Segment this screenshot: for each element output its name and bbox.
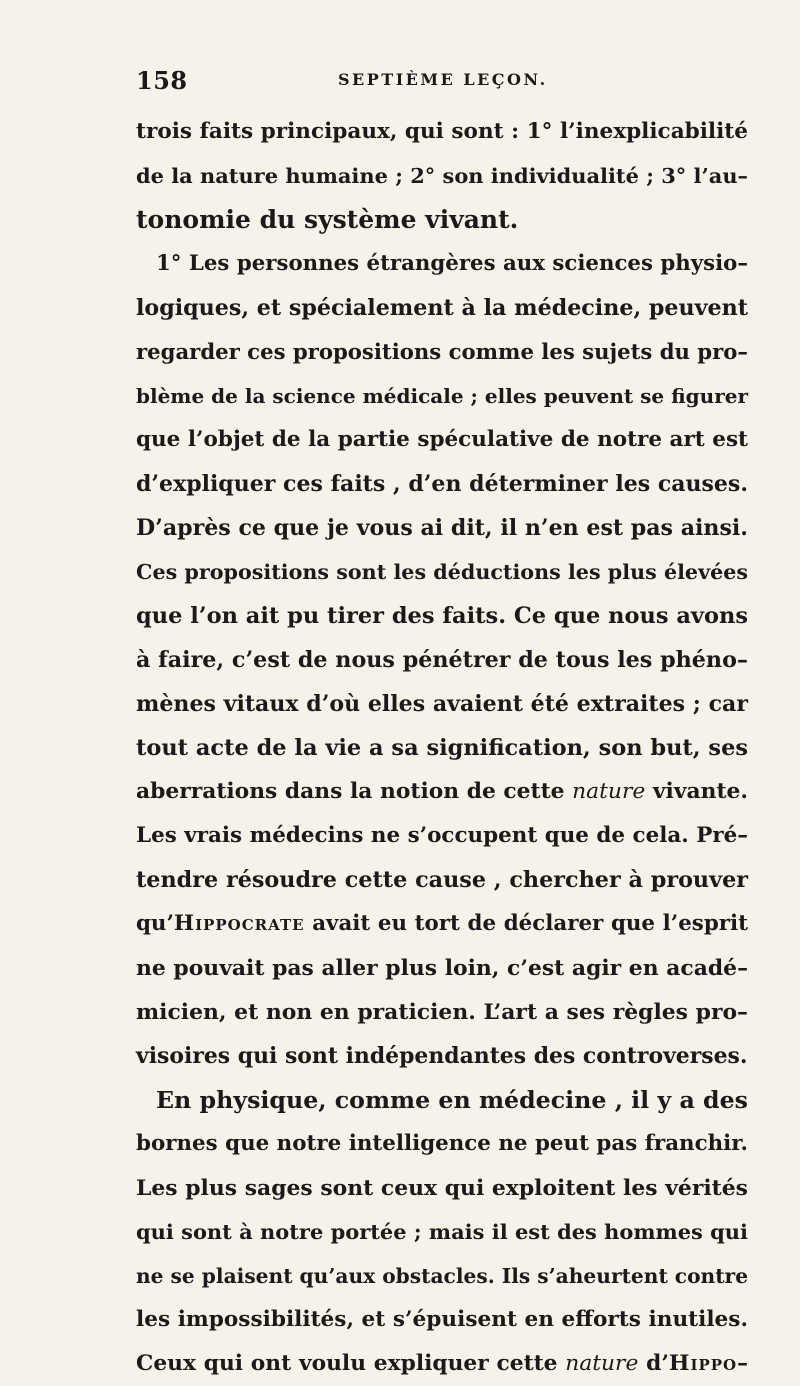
text-line xyxy=(136,1210,748,1254)
text-line xyxy=(136,1078,748,1122)
running-title: SEPTIÈME LEÇON. xyxy=(338,70,548,89)
text-line xyxy=(136,902,748,946)
line-text: regarder ces propositions comme les sujets du pro– xyxy=(136,339,749,364)
line-text: visoires qui sont indépendantes des controverses. xyxy=(136,1043,748,1069)
body-text xyxy=(136,110,748,1386)
text-line xyxy=(136,814,748,858)
line-text: mènes vitaux d’où elles avaient été extraites ; car xyxy=(136,691,748,717)
text-line xyxy=(136,1122,748,1166)
line-text: Ces propositions sont les déductions les plus élevées xyxy=(136,560,748,584)
line-text: En physique, comme en médecine , il y a des xyxy=(156,1086,749,1114)
text-line xyxy=(136,550,748,594)
text-line xyxy=(136,242,748,286)
line-text: Les vrais médecins ne s’occupent que de cela. Pré– xyxy=(136,823,748,848)
italic-text: nature xyxy=(565,1351,639,1376)
line-text: à faire, c’est de nous pénétrer de tous les phéno– xyxy=(136,647,748,673)
line-text: ne pouvait pas aller plus loin, c’est agir en acadé– xyxy=(136,955,748,981)
line-text: ne se plaisent qu’aux obstacles. Ils s’aheurtent contre xyxy=(136,1264,749,1288)
line-text: les impossibilités, et s’épuisent en efforts inutiles. xyxy=(136,1307,748,1332)
line-text: d’expliquer ces faits , d’en déterminer les causes. xyxy=(136,471,748,497)
line-text: tonomie du système vivant. xyxy=(136,205,519,234)
text-line xyxy=(136,506,748,550)
line-text: d’ xyxy=(638,1351,669,1376)
line-text: vivante. xyxy=(645,779,748,804)
text-line xyxy=(136,1166,748,1210)
line-text: tendre résoudre cette cause , chercher à prouver xyxy=(136,867,748,893)
line-text: logiques, et spécialement à la médecine, peuvent xyxy=(136,295,748,321)
text-line xyxy=(136,726,748,770)
text-line xyxy=(136,286,748,330)
italic-text: nature xyxy=(572,779,646,804)
small-caps-text: Hippocrate xyxy=(173,911,305,936)
line-text: de la nature humaine ; 2° son individualité ; 3° l’au– xyxy=(136,163,748,188)
line-text: aberrations dans la notion de cette xyxy=(136,779,573,804)
page-number: 158 xyxy=(136,66,188,95)
line-text: micien, et non en praticien. L’art a ses règles pro– xyxy=(136,999,748,1025)
line-text: que l’on ait pu tirer des faits. Ce que nous avons xyxy=(136,603,748,629)
line-text: qui sont à notre portée ; mais il est des hommes qui xyxy=(136,1219,748,1244)
text-line xyxy=(136,330,748,374)
text-line xyxy=(136,858,748,902)
text-line xyxy=(136,1298,748,1342)
text-line xyxy=(136,374,748,418)
line-text: Les plus sages sont ceux qui exploitent les vérités xyxy=(136,1175,748,1201)
text-line xyxy=(136,1034,748,1078)
line-text: qu’ xyxy=(136,911,174,936)
line-text: Ceux qui ont voulu expliquer cette xyxy=(136,1351,566,1376)
text-line xyxy=(136,946,748,990)
page-header xyxy=(136,66,736,96)
text-line xyxy=(136,418,748,462)
text-line xyxy=(136,1342,748,1386)
small-caps-text: Hippo xyxy=(668,1351,738,1376)
line-text: blème de la science médicale ; elles peuvent se figurer xyxy=(136,384,748,408)
text-line xyxy=(136,770,748,814)
text-line xyxy=(136,638,748,682)
text-line xyxy=(136,110,748,154)
text-line xyxy=(136,990,748,1034)
text-line xyxy=(136,154,748,198)
line-text: avait eu tort de déclarer que l’esprit xyxy=(304,911,748,936)
text-line xyxy=(136,682,748,726)
line-text: que l’objet de la partie spéculative de notre art est xyxy=(136,427,748,452)
text-line xyxy=(136,1254,748,1298)
text-line xyxy=(136,462,748,506)
line-text: tout acte de la vie a sa signification, son but, ses xyxy=(136,735,748,761)
text-line xyxy=(136,198,748,242)
line-text: – xyxy=(737,1351,749,1376)
text-line xyxy=(136,594,748,638)
line-text: 1° Les personnes étrangères aux sciences physio– xyxy=(156,251,748,276)
line-text: D’après ce que je vous ai dit, il n’en est pas ainsi. xyxy=(136,515,748,541)
line-text: trois faits principaux, qui sont : 1° l’inexplicabilité xyxy=(136,119,748,144)
line-text: bornes que notre intelligence ne peut pas franchir. xyxy=(136,1131,748,1156)
